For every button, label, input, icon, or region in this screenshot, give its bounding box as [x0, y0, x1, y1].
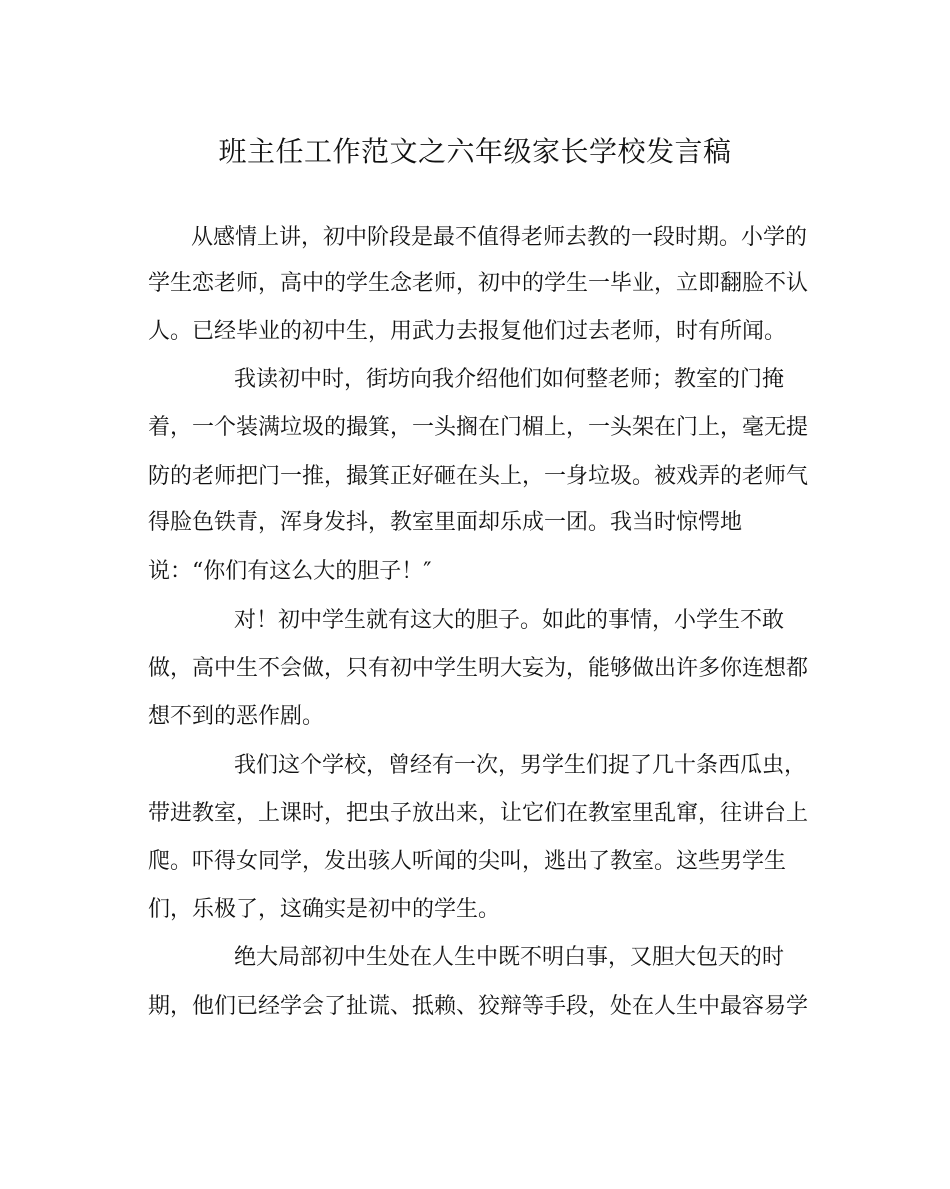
paragraph-2-line-5: 说：“你们有这么大的胆子！″ — [148, 559, 432, 584]
paragraph-4-line-1: 我们这个学校，曾经有一次，男学生们捉了几十条西瓜虫， — [234, 753, 807, 778]
paragraph-3-line-2: 做，高中生不会做，只有初中学生明大妄为，能够做出许多你连想都 — [148, 656, 809, 681]
paragraph-2-line-3: 防的老师把门一推，撮箕正好砸在头上，一身垃圾。被戏弄的老师气 — [148, 464, 809, 489]
paragraph-5-line-2: 期，他们已经学会了扯谎、抵赖、狡辩等手段，处在人生中最容易学 — [148, 994, 809, 1019]
paragraph-4-line-3: 爬。吓得女同学，发出骇人听闻的尖叫，逃出了教室。这些男学生 — [148, 849, 787, 874]
paragraph-1-line-2: 学生恋老师，高中的学生念老师，初中的学生一毕业，立即翻脸不认 — [148, 271, 809, 296]
paragraph-4-line-4: 们，乐极了，这确实是初中的学生。 — [148, 897, 501, 922]
document-title: 班主任工作范文之六年级家长学校发言稿 — [218, 135, 732, 168]
paragraph-3-line-3: 想不到的恶作剧。 — [148, 704, 325, 729]
paragraph-1-line-3: 人。已经毕业的初中生，用武力去报复他们过去老师，时有所闻。 — [148, 319, 787, 344]
paragraph-1-line-1: 从感情上讲，初中阶段是最不值得老师去教的一段时期。小学的 — [191, 225, 808, 250]
paragraph-2-line-1: 我读初中时，街坊向我介绍他们如何整老师；教室的门掩 — [234, 367, 785, 392]
paragraph-4-line-2: 带进教室，上课时，把虫子放出来，让它们在教室里乱窜，往讲台上 — [148, 801, 809, 826]
paragraph-2-line-2: 着，一个装满垃圾的撮箕，一头搁在门楣上，一头架在门上，毫无提 — [148, 415, 809, 440]
paragraph-3-line-1: 对！初中学生就有这大的胆子。如此的事情，小学生不敢 — [234, 608, 785, 633]
paragraph-2-line-4: 得脸色铁青，浑身发抖，教室里面却乐成一团。我当时惊愕地 — [148, 510, 743, 535]
paragraph-5-line-1: 绝大局部初中生处在人生中既不明白事，又胆大包天的时 — [234, 945, 785, 970]
